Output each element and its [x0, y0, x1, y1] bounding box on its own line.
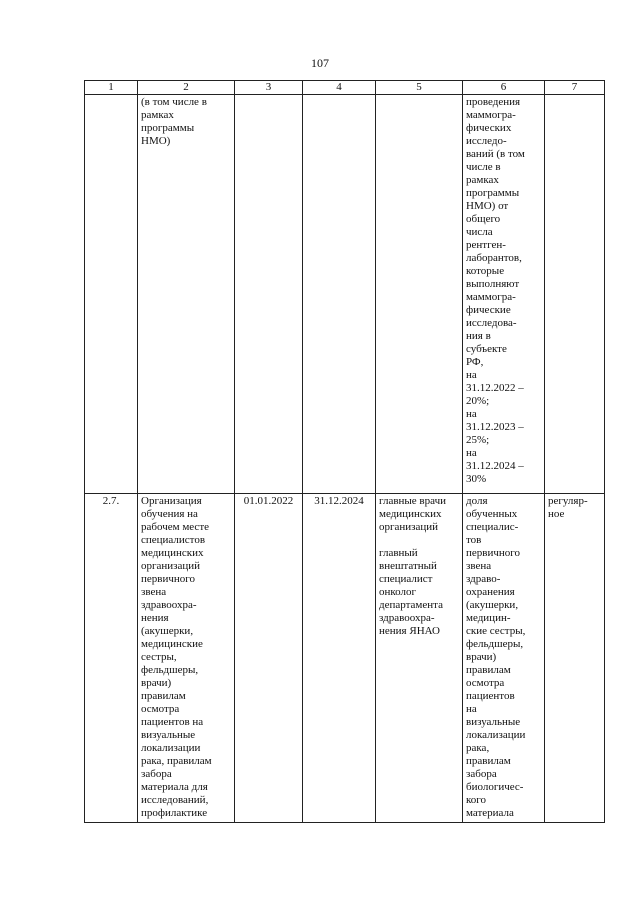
- column-number-row: [85, 81, 605, 95]
- indicator-cell: проведения маммогра- фических исследо- ваний (в том числе в рамках программы НМО) от общего числа рентген- лаборантов, которые выполняют маммогра- фические исследова- ния в субъекте РФ, на 31.12.2022 – 20%; на 31.12.2023 – 25%; на 31.12.2024 – 30%: [463, 95, 545, 494]
- start-date-cell: [235, 95, 303, 494]
- frequency-cell: регуляр- ное: [545, 494, 605, 823]
- row-number-cell: 2.7.: [85, 494, 138, 823]
- column-header-5: 5: [376, 81, 463, 95]
- end-date-cell: [303, 95, 376, 494]
- table-row: [85, 494, 605, 823]
- frequency-cell: [545, 95, 605, 494]
- responsible-cell: главные врачи медицинских организаций главный внештатный специалист онколог департамента здравоохра- нения ЯНАО: [376, 494, 463, 823]
- column-header-6: 6: [463, 81, 545, 95]
- responsible-cell: [376, 95, 463, 494]
- end-date-cell: 31.12.2024: [303, 494, 376, 823]
- column-header-3: 3: [235, 81, 303, 95]
- column-header-4: 4: [303, 81, 376, 95]
- column-header-7: 7: [545, 81, 605, 95]
- plan-table: [84, 80, 605, 823]
- table-row: [85, 95, 605, 494]
- start-date-cell: 01.01.2022: [235, 494, 303, 823]
- column-header-1: 1: [85, 81, 138, 95]
- activity-cell: Организация обучения на рабочем месте специалистов медицинских организаций первичного звена здравоохра- нения (акушерки, медицинские сестры, фельдшеры, врачи) правилам осмотра пациентов на визуальные локализации рака, правилам забора материала для исследований, профилактике: [138, 494, 235, 823]
- page-number: 107: [311, 56, 329, 70]
- activity-cell: (в том числе в рамках программы НМО): [138, 95, 235, 494]
- indicator-cell: доля обученных специалис- тов первичного звена здраво- охранения (акушерки, медицин- ские сестры, фельдшеры, врачи) правилам осмотра пациентов на визуальные локализации рака, правилам забора биологичес- кого материала: [463, 494, 545, 823]
- row-number-cell: [85, 95, 138, 494]
- column-header-2: 2: [138, 81, 235, 95]
